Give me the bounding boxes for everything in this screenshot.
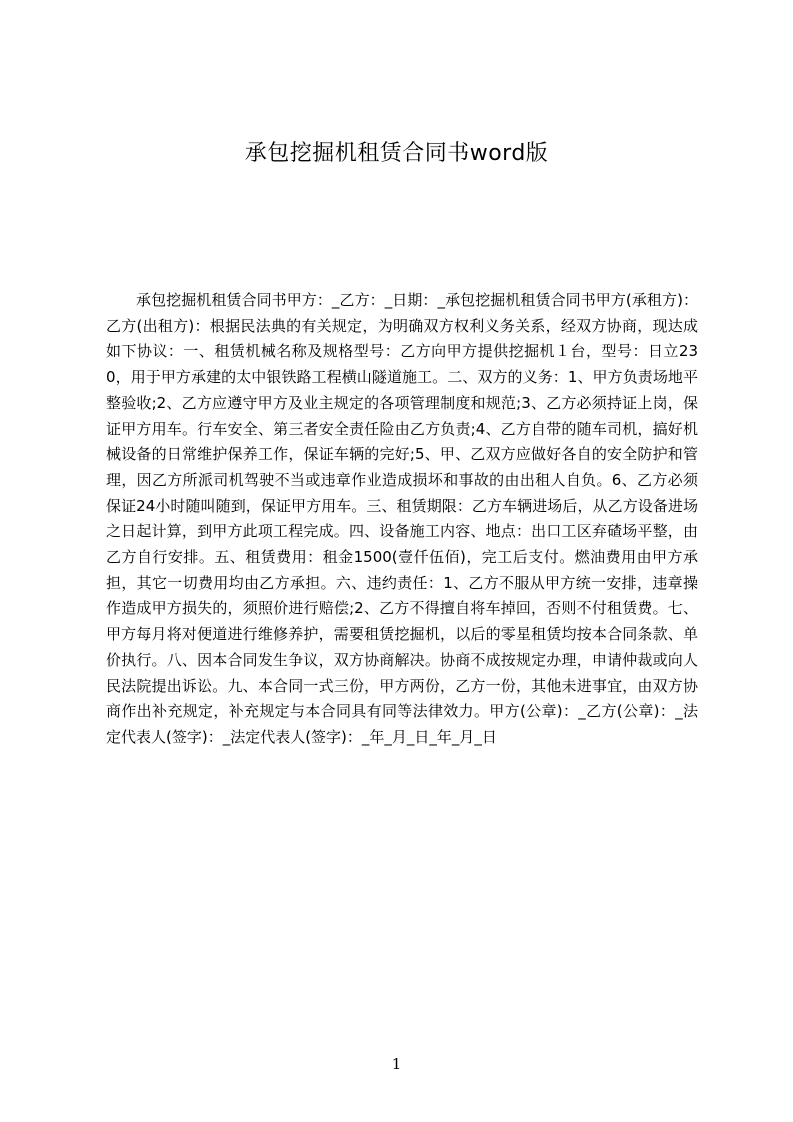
document-body-paragraph: 承包挖掘机租赁合同书甲方：_乙方：_日期：_承包挖掘机租赁合同书甲方(承租方)：乙方(出租方)：根据民法典的有关规定，为明确双方权利义务关系，经双方协商，现达成如下协议：一、租赁机械名称及规格型号：乙方向甲方提供挖掘机１台，型号：日立230，用于甲方承建的太中银铁路工程横山隧道施工。二、双方的义务：1、甲方负责场地平整验收;2、乙方应遵守甲方及业主规定的各项管理制度和规范;3、乙方必须持证上岗，保证甲方用车。行车安全、第三者安全责任险由乙方负责;4、乙方自带的随车司机，搞好机械设备的日常维护保养工作，保证车辆的完好;5、甲、乙双方应做好各自的安全防护和管理，因乙方所派司机驾驶不当或违章作业造成损坏和事故的由出租人自负。6、乙方必须保证24小时随叫随到，保证甲方用车。三、租赁期限：乙方车辆进场后，从乙方设备进场之日起计算，到甲方此项工程完成。四、设备施工内容、地点：出口工区弃碴场平整，由乙方自行安排。五、租赁费用：租金1500(壹仟伍佰)，完工后支付。燃油费用由甲方承担，其它一切费用均由乙方承担。六、违约责任：1、乙方不服从甲方统一安排，违章操作造成甲方损失的，须照价进行赔偿;2、乙方不得擅自将车掉回，否则不付租赁费。七、甲方每月将对便道进行维修养护，需要租赁挖掘机，以后的零星租赁均按本合同条款、单价执行。八、因本合同发生争议，双方协商解决。协商不成按规定办理，申请仲裁或向人民法院提出诉讼。九、本合同一式三份，甲方两份，乙方一份，其他未进事宜，由双方协商作出补充规定，补充规定与本合同具有同等法律效力。甲方(公章)：_乙方(公章)：_法定代表人(签字)：_法定代表人(签字)：_年_月_日_年_月_日 — [106, 291, 698, 746]
page-number: 1 — [391, 1055, 402, 1073]
document-title: 承包挖掘机租赁合同书word版 — [244, 141, 549, 166]
